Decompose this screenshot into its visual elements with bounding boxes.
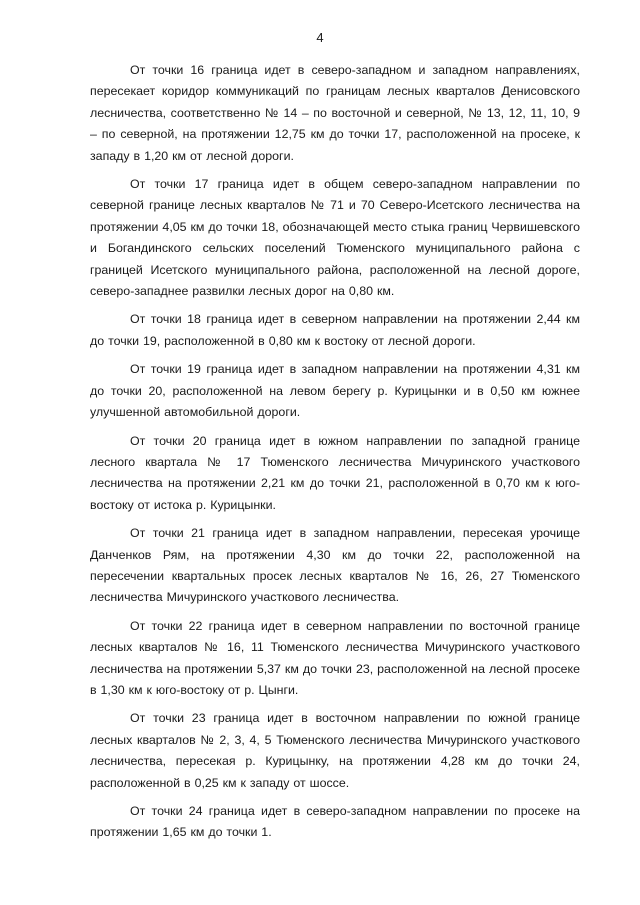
- paragraph: От точки 20 граница идет в южном направлении по западной границе лесного квартала № 17 Тюменского лесничества Мичуринского участкового лесничества на протяжении 2,21 км до точки 21, расположенной в 0,70 км к юго-востоку от истока р. Курицынки.: [90, 433, 580, 512]
- paragraph: От точки 19 граница идет в западном направлении на протяжении 4,31 км до точки 20, расположенной на левом берегу р. Курицынки и в 0,50 км южнее улучшенной автомобильной дороги.: [90, 362, 580, 420]
- paragraph: От точки 17 граница идет в общем северо-западном направлении по северной границе лесных кварталов № 71 и 70 Северо-Исетского лесничества на протяжении 4,05 км до точки 18, обозначающей место стыка границ Червишевского и Богандинского сельских поселений Тюменского муниципального района с границей Исетского муниципального района, расположенной на лесной дороге, северо-западнее развилки лесных дорог на 0,80 км.: [90, 177, 580, 299]
- paragraph: От точки 21 граница идет в западном направлении, пересекая урочище Данченков Рям, на протяжении 4,30 км до точки 22, расположенной на пересечении квартальных просек лесных кварталов № 16, 26, 27 Тюменского лесничества Мичуринского участкового лесничества.: [90, 526, 580, 605]
- paragraph: От точки 24 граница идет в северо-западном направлении по просеке на протяжении 1,65 км до точки 1.: [90, 804, 580, 840]
- document-body: [90, 60, 580, 851]
- page-number: 4: [316, 30, 324, 45]
- paragraph: От точки 18 граница идет в северном направлении на протяжении 2,44 км до точки 19, расположенной в 0,80 км к востоку от лесной дороги.: [90, 312, 580, 348]
- paragraph: От точки 23 граница идет в восточном направлении по южной границе лесных кварталов № 2, 3, 4, 5 Тюменского лесничества Мичуринского участкового лесничества, пересекая р. Курицынку, на протяжении 4,28 км до точки 24, расположенной в 0,25 км к западу от шоссе.: [90, 711, 580, 790]
- paragraph: От точки 22 граница идет в северном направлении по восточной границе лесных кварталов № 16, 11 Тюменского лесничества Мичуринского участкового лесничества на протяжении 5,37 км до точки 23, расположенной на лесной просеке в 1,30 км к юго-востоку от р. Цынги.: [90, 618, 580, 697]
- paragraph: От точки 16 граница идет в северо-западном и западном направлениях, пересекает коридор коммуникаций по границам лесных кварталов Денисовского лесничества, соответственно № 14 – по восточной и северной, № 13, 12, 11, 10, 9 – по северной, на протяжении 12,75 км до точки 17, расположенной на просеке, к западу в 1,20 км от лесной дороги.: [90, 63, 580, 163]
